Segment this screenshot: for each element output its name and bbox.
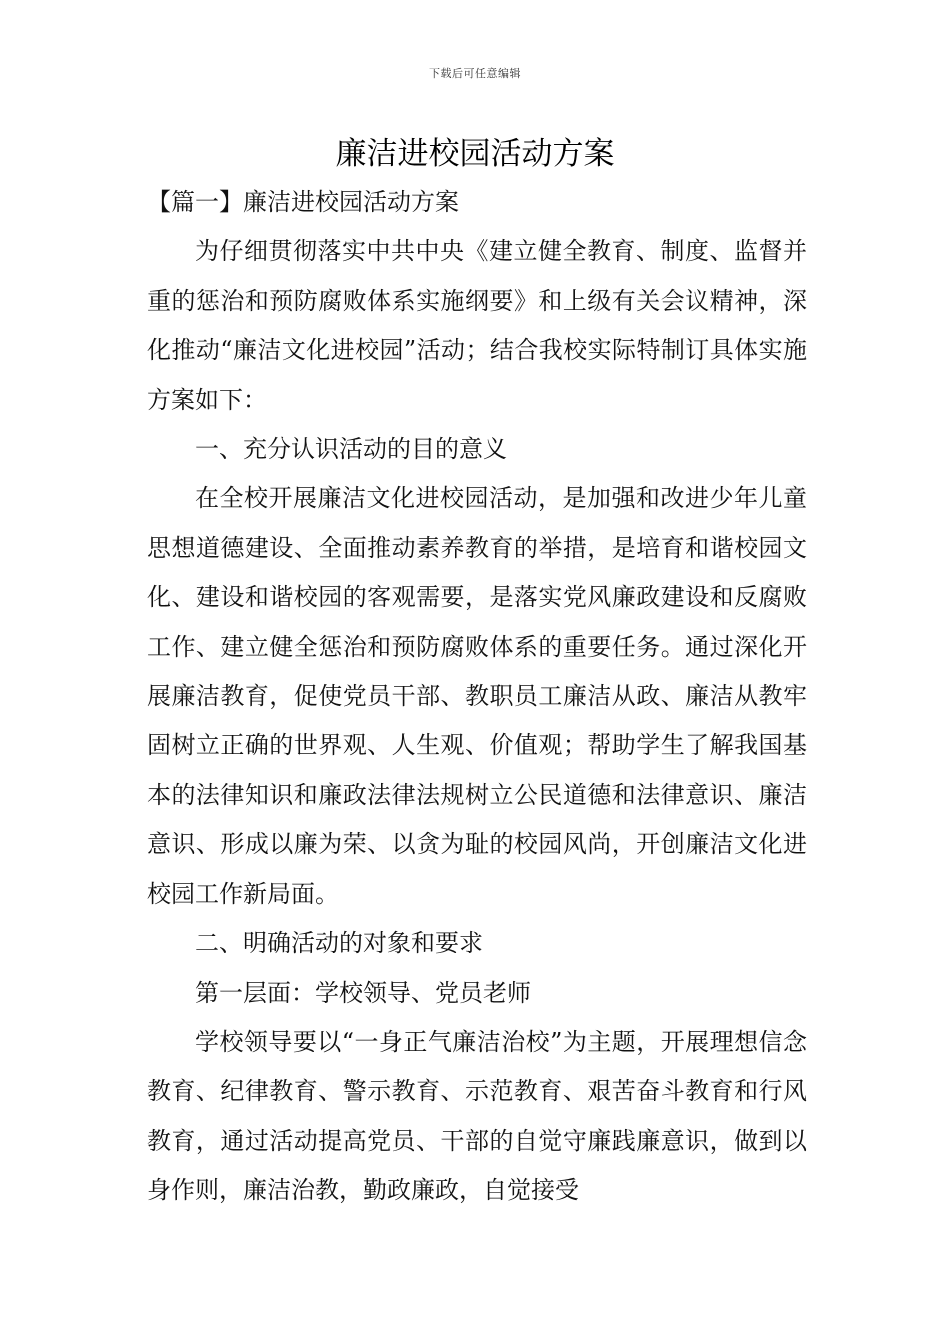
document-body	[147, 178, 807, 1216]
document-title: 廉洁进校园活动方案	[335, 136, 615, 172]
section-1-paragraph: 在全校开展廉洁文化进校园活动，是加强和改进少年儿童思想道德建设、全面推动素养教育的举措，是培育和谐校园文化、建设和谐校园的客观需要，是落实党风廉政建设和反腐败工作、建立健全惩治和预防腐败体系的重要任务。通过深化开展廉洁教育，促使党员干部、教职员工廉洁从政、廉洁从教牢固树立正确的世界观、人生观、价值观；帮助学生了解我国基本的法律知识和廉政法律法规树立公民道德和法律意识、廉洁意识、形成以廉为荣、以贪为耻的校园风尚，开创廉洁文化进校园工作新局面。	[147, 484, 807, 908]
section-1-heading: 一、充分认识活动的目的意义	[195, 435, 507, 464]
level-1-paragraph: 学校领导要以“一身正气廉洁治校”为主题，开展理想信念教育、纪律教育、警示教育、示范教育、艰苦奋斗教育和行风教育，通过活动提高党员、干部的自觉守廉践廉意识，做到以身作则，廉洁治教，勤政廉政，自觉接受	[147, 1027, 807, 1205]
section-2-heading: 二、明确活动的对象和要求	[195, 929, 483, 958]
header-note: 下载后可任意编辑	[429, 67, 521, 80]
section-subtitle: 【篇一】廉洁进校园活动方案	[147, 188, 459, 216]
level-1-heading: 第一层面：学校领导、党员老师	[195, 978, 531, 1007]
intro-paragraph: 为仔细贯彻落实中共中央《建立健全教育、制度、监督并重的惩治和预防腐败体系实施纲要》和上级有关会议精神，深化推动“廉洁文化进校园”活动；结合我校实际特制订具体实施方案如下：	[147, 237, 807, 414]
